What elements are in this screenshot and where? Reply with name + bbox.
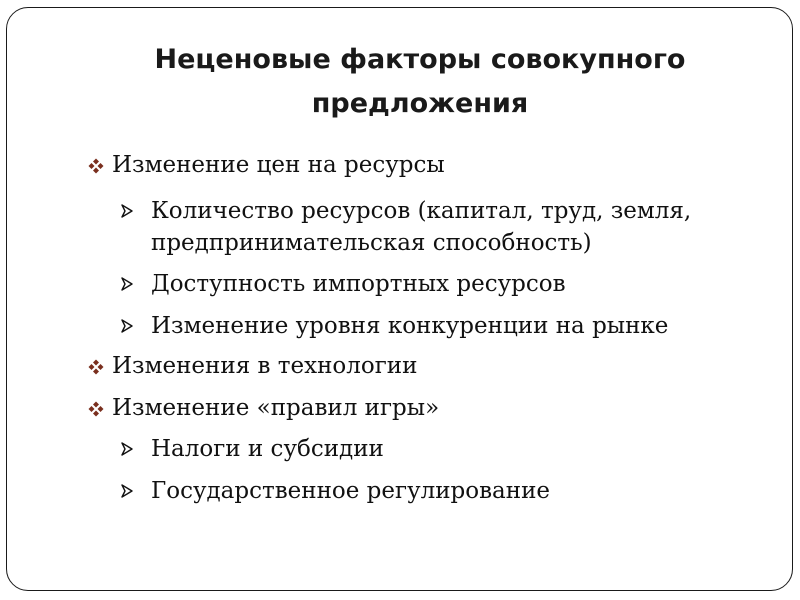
subitem-text: Налоги и субсидии bbox=[151, 436, 384, 462]
arrowhead-icon bbox=[120, 442, 134, 456]
subitem-competition-level bbox=[151, 310, 668, 342]
bullet-text: Изменение цен на ресурсы bbox=[112, 152, 445, 178]
subitem-resource-quantity bbox=[151, 195, 741, 259]
arrowhead-icon bbox=[120, 204, 134, 218]
subitem-text: Доступность импортных ресурсов bbox=[151, 271, 566, 297]
slide-title: Неценовые факторы совокупного предложения bbox=[154, 44, 686, 119]
bullet-resource-prices bbox=[112, 149, 445, 181]
subitem-taxes-subsidies bbox=[151, 433, 384, 465]
subitem-text: Государственное регулирование bbox=[151, 478, 551, 504]
bullet-technology-changes bbox=[112, 350, 417, 382]
subitem-state-regulation bbox=[151, 475, 550, 507]
arrowhead-icon bbox=[120, 277, 134, 291]
arrowhead-icon bbox=[120, 319, 134, 333]
arrowhead-icon bbox=[120, 484, 134, 498]
diamond-icon bbox=[88, 401, 104, 417]
subitem-import-availability bbox=[151, 268, 566, 300]
subitem-text: Количество ресурсов (капитал, труд, земля, предпринимательская способность) bbox=[151, 198, 692, 256]
bullet-text: Изменение «правил игры» bbox=[112, 395, 440, 421]
diamond-icon bbox=[88, 359, 104, 375]
diamond-icon bbox=[88, 158, 104, 174]
bullet-text: Изменения в технологии bbox=[112, 353, 418, 379]
subitem-text: Изменение уровня конкуренции на рынке bbox=[151, 313, 669, 339]
bullet-rules-change bbox=[112, 392, 439, 424]
